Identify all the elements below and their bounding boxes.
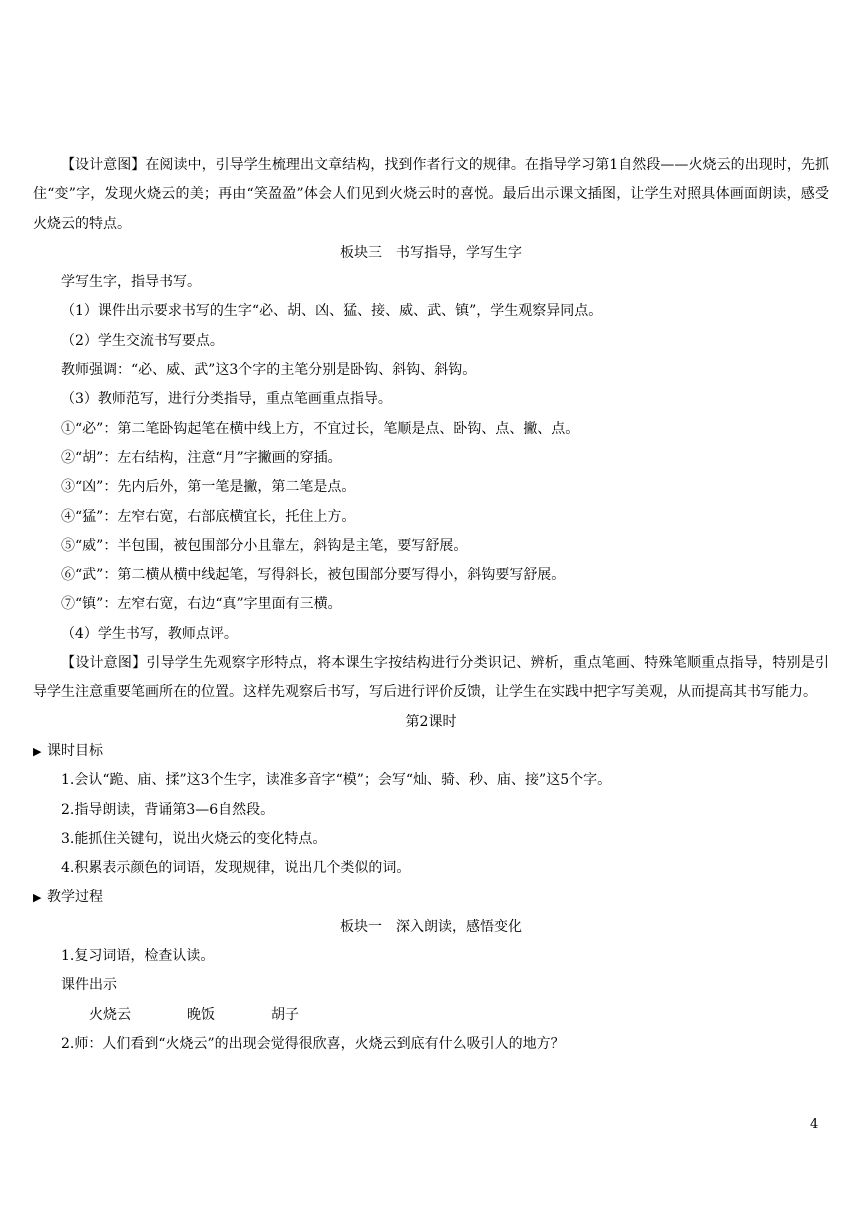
paragraph: 学写生字，指导书写。: [61, 274, 201, 291]
section-heading: 板块三 书写指导，学写生字: [340, 244, 522, 261]
paragraph: （1）课件出示要求书写的生字“必、胡、凶、猛、接、威、武、镇”，学生观察异同点。: [61, 303, 603, 320]
paragraph: 2.师：人们看到“火烧云”的出现会觉得很欣喜，火烧云到底有什么吸引人的地方？: [61, 1035, 565, 1052]
list-item: ⑦“镇”：左窄右宽，右边“真”字里面有三横。: [61, 596, 342, 613]
process-heading-text: 教学过程: [47, 889, 103, 906]
page-number: 4: [810, 1117, 819, 1132]
paragraph: 1.复习词语，检查认读。: [61, 948, 215, 965]
list-item: ⑥“武”：第二横从横中线起笔，写得斜长，被包围部分要写得小，斜钩要写舒展。: [61, 567, 566, 584]
triangle-bullet-icon: ▶: [33, 744, 42, 758]
list-item: ④“猛”：左窄右宽，右部底横宜长，托住上方。: [61, 508, 356, 525]
list-item: ①“必”：第二笔卧钩起笔在横中线上方，不宜过长，笔顺是点、卧钩、点、撇、点。: [61, 420, 580, 437]
list-item: ③“凶”：先内后外，第一笔是撇，第二笔是点。: [61, 479, 356, 496]
paragraph: 教师强调：“必、威、武”这3个字的主笔分别是卧钩、斜钩、斜钩。: [61, 362, 477, 379]
paragraph: 课件出示: [61, 977, 117, 994]
goal-item: 3.能抓住关键句，说出火烧云的变化特点。: [61, 830, 327, 847]
triangle-bullet-icon: ▶: [33, 891, 42, 905]
goal-item: 1.会认“跪、庙、揉”这3个生字，读准多音字“模”；会写“灿、骑、秒、庙、接”这5个字。: [61, 772, 612, 789]
paragraph: （4）学生书写，教师点评。: [61, 625, 238, 642]
process-heading: [33, 883, 829, 912]
goals-heading-text: 课时目标: [47, 742, 103, 759]
list-item: ②“胡”：左右结构，注意“月”字撇画的穿插。: [61, 449, 342, 466]
word: 晚饭: [187, 1006, 215, 1023]
design-intent-paragraph: 【设计意图】引导学生先观察字形特点，将本课生字按结构进行分类识记、辨析，重点笔画、特殊笔顺重点指导，特别是引导学生注意重要笔画所在的位置。这样先观察后书写，写后进行评价反馈，让学生在实践中把字写美观，从而提高其书写能力。: [33, 655, 829, 701]
design-intent-paragraph: 【设计意图】在阅读中，引导学生梳理出文章结构，找到作者行文的规律。在指导学习第1自然段——火烧云的出现时，先抓住“变”字，发现火烧云的美；再由“笑盈盈”体会人们见到火烧云时的喜悦。最后出示课文插图，让学生对照具体画面朗读，感受火烧云的特点。: [33, 157, 829, 232]
word: 火烧云: [89, 1006, 131, 1023]
lesson-title: 第2课时: [405, 713, 457, 730]
paragraph: （2）学生交流书写要点。: [61, 332, 224, 349]
word-row: [33, 1001, 829, 1030]
paragraph: （3）教师范写，进行分类指导，重点笔画重点指导。: [61, 391, 392, 408]
word: 胡子: [271, 1006, 299, 1023]
goal-item: 4.积累表示颜色的词语，发现规律，说出几个类似的词。: [61, 860, 411, 877]
goal-item: 2.指导朗读，背诵第3—6自然段。: [61, 801, 275, 818]
list-item: ⑤“威”：半包围，被包围部分小且靠左，斜钩是主笔，要写舒展。: [61, 537, 468, 554]
section-heading: 板块一 深入朗读，感悟变化: [340, 918, 522, 935]
goals-heading: [33, 737, 829, 766]
document-page: [33, 151, 829, 1059]
